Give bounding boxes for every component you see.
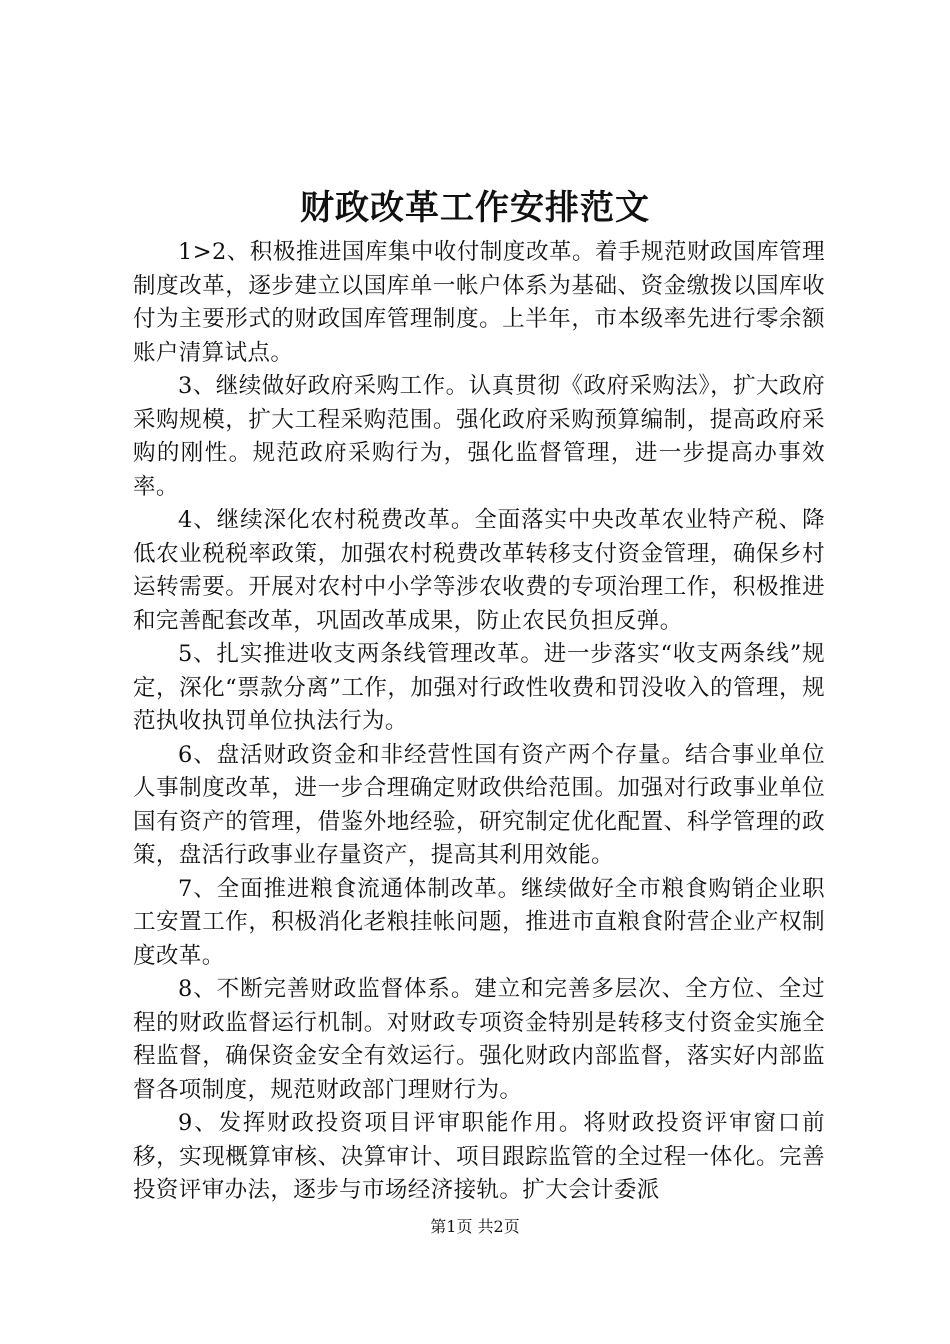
document-title: 财政改革工作安排范文 [300,188,650,228]
paragraph-item-7: 7、全面推进粮食流通体制改革。继续做好全市粮食购销企业职工安置工作，积极消化老粮挂帐问题，推进市直粮食附营企业产权制度改革。 [133,875,825,969]
paragraph-item-3: 3、继续做好政府采购工作。认真贯彻《政府采购法》，扩大政府采购规模，扩大工程采购范围。强化政府采购预算编制，提高政府采购的刚性。规范政府采购行为，强化监督管理，进一步提高办事效率。 [133,373,825,500]
page-number-footer: 第1页 共2页 [430,1217,520,1236]
paragraph-item-9: 9、发挥财政投资项目评审职能作用。将财政投资评审窗口前移，实现概算审核、决算审计、项目跟踪监管的全过程一体化。完善投资评审办法，逐步与市场经济接轨。扩大会计委派 [133,1110,825,1203]
document-body [133,236,825,1208]
paragraph-item-8: 8、不断完善财政监督体系。建立和完善多层次、全方位、全过程的财政监督运行机制。对财政专项资金特别是转移支付资金实施全程监督，确保资金安全有效运行。强化财政内部监督，落实好内部监督各项制度，规范财政部门理财行为。 [133,976,825,1103]
paragraph-item-6: 6、盘活财政资金和非经营性国有资产两个存量。结合事业单位人事制度改革，进一步合理确定财政供给范围。加强对行政事业单位国有资产的管理，借鉴外地经验，研究制定优化配置、科学管理的政策，盘活行政事业存量资产，提高其利用效能。 [133,741,825,868]
paragraph-item-4: 4、继续深化农村税费改革。全面落实中央改革农业特产税、降低农业税税率政策，加强农村税费改革转移支付资金管理，确保乡村运转需要。开展对农村中小学等涉农收费的专项治理工作，积极推进和完善配套改革，巩固改革成果，防止农民负担反弹。 [133,507,825,634]
paragraph-item-2: 1>2、积极推进国库集中收付制度改革。着手规范财政国库管理制度改革，逐步建立以国库单一帐户体系为基础、资金缴拨以国库收付为主要形式的财政国库管理制度。上半年，市本级率先进行零余额账户清算试点。 [133,239,825,366]
paragraph-item-5: 5、扎实推进收支两条线管理改革。进一步落实“收支两条线”规定，深化“票款分离”工作，加强对行政性收费和罚没收入的管理，规范执收执罚单位执法行为。 [133,641,825,734]
